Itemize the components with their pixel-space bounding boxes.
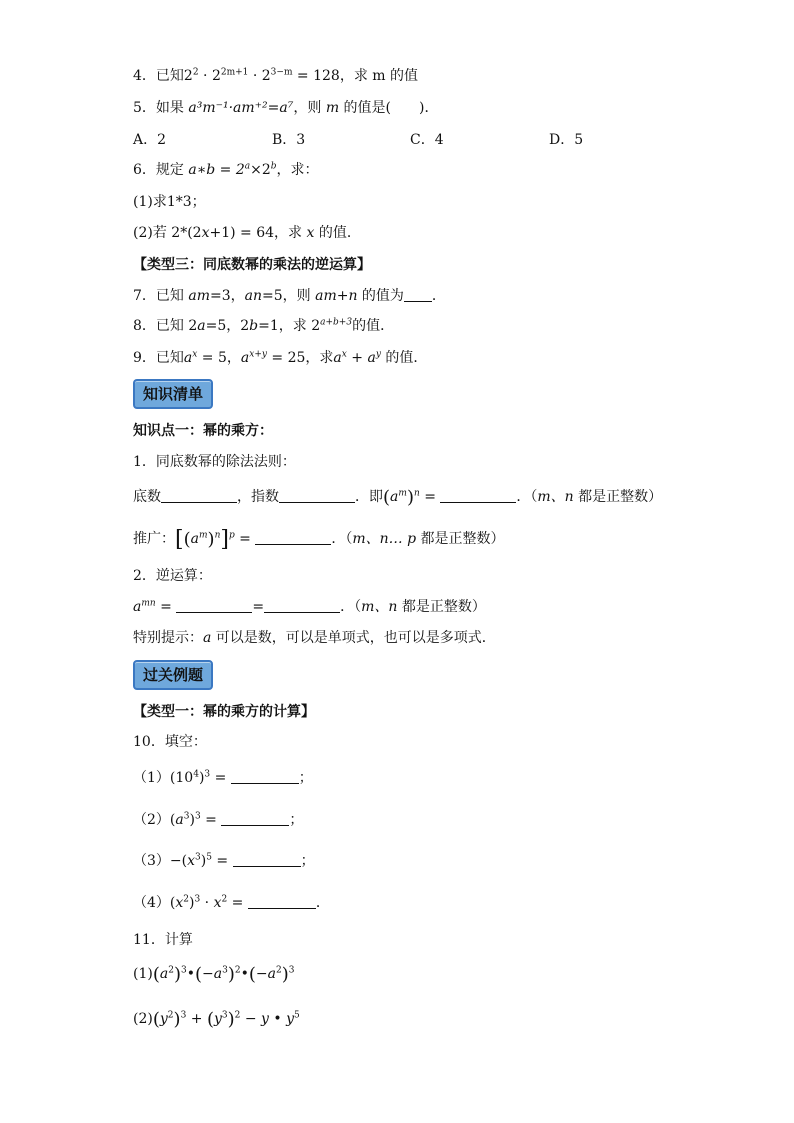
q10-2-end: ；	[289, 812, 304, 828]
q11-item-2	[133, 1009, 300, 1030]
q11-1-exp2: 3	[222, 965, 228, 976]
rule2-note-close: 都是正整数）	[397, 599, 486, 615]
rule-2-title: 2．逆运算：	[133, 568, 212, 584]
q10-item-2	[133, 810, 303, 830]
gen-vars: m、n… p	[352, 531, 417, 547]
gen-exp-n: n	[214, 530, 221, 541]
gen-result-blank[interactable]	[255, 530, 331, 545]
q5-expression: a³m⁻¹·am⁺²=a⁷	[188, 100, 294, 116]
question-6-1: (1)求1*3；	[133, 194, 206, 210]
q6-prefix: 6．规定	[133, 162, 189, 178]
question-9	[133, 348, 427, 368]
gen-note-open: ．（	[331, 531, 353, 547]
rule1-note-open: ．（	[516, 489, 538, 505]
q10-3-label: （3）	[133, 853, 170, 869]
rule-1-generalization	[133, 529, 505, 550]
q10-1-exp-inner: 4	[193, 769, 199, 780]
q10-4-eq: =	[227, 895, 248, 911]
tip-label: 特别提示：	[133, 630, 203, 646]
q10-1-close: )	[198, 770, 205, 786]
question-5	[133, 98, 438, 118]
q8-suffix: 的值．	[352, 318, 395, 334]
q10-4-exp-outer: 3	[194, 894, 201, 905]
q11-2-label: (2)	[133, 1011, 153, 1027]
q7-end: ．	[431, 288, 446, 304]
q11-1-outer1: 3	[181, 965, 187, 976]
q10-item-4	[133, 893, 330, 913]
q10-4-exp-inner: 2	[183, 894, 190, 905]
q10-1-exp-outer: 3	[204, 769, 211, 780]
gen-exp-p: p	[228, 530, 235, 541]
rule-1-title: 1．同底数幂的除法法则：	[133, 454, 296, 470]
q10-3-eq: =	[211, 853, 233, 869]
q11-2-base2: y	[213, 1011, 222, 1027]
q11-1-base2: a	[213, 966, 223, 982]
rule1-eq: =	[419, 489, 441, 505]
rule2-eq: =	[155, 599, 177, 615]
q10-1-end: ；	[298, 770, 313, 786]
q7-an: an	[244, 288, 262, 304]
q11-1-p1-close: )	[173, 964, 181, 985]
q10-4-open: (	[169, 895, 176, 911]
q8-prefix: 8．已知 2	[133, 318, 198, 334]
q11-1-p3-open: (	[248, 964, 256, 985]
q4-base3: 2	[261, 68, 271, 84]
question-11-title: 11．计算	[133, 932, 193, 948]
q11-2-p1-open: (	[152, 1009, 160, 1030]
q11-2-plus: +	[186, 1011, 207, 1027]
q7-eq2: =5，则	[262, 288, 316, 304]
q10-4-exp3: 2	[221, 894, 228, 905]
tip-var: a	[203, 630, 212, 646]
q6-2-x1: x	[201, 225, 210, 241]
q11-1-label: (1)	[133, 966, 153, 982]
q4-base1: 2	[183, 68, 193, 84]
rule1-paren-open: (	[383, 487, 391, 508]
q9-term2-exp: y	[375, 349, 381, 360]
question-10-title: 10．填空：	[133, 734, 207, 750]
rule-2-line	[133, 597, 486, 617]
gen-label: 推广：	[133, 531, 175, 547]
q10-4-base2: x	[213, 895, 222, 911]
q10-3-blank[interactable]	[233, 852, 301, 867]
q11-1-p2-close: )	[227, 964, 235, 985]
q11-1-p3-close: )	[281, 964, 289, 985]
q8-eq2: =1，求 2	[258, 318, 321, 334]
q4-prefix: 4．已知	[133, 68, 184, 84]
rule1-base-label: 底数	[133, 489, 161, 505]
q11-1-exp3: 2	[276, 965, 282, 976]
q11-1-neg2: −	[255, 966, 268, 982]
q10-2-eq: =	[200, 812, 222, 828]
question-6-2	[133, 223, 361, 243]
q10-3-close: )	[200, 853, 207, 869]
q6-2-prefix: (2)若 2*(2	[133, 225, 202, 241]
q11-2-dot: •	[268, 1011, 287, 1027]
q11-1-base3: a	[267, 966, 277, 982]
q4-exp1: 2	[192, 67, 199, 78]
q10-3-end: ；	[300, 853, 315, 869]
rule-1-line	[133, 487, 662, 508]
type3-heading: 【类型三：同底数幂的乘法的逆运算】	[133, 257, 371, 273]
q7-amn: am+n	[315, 288, 358, 304]
q11-2-outer2: 2	[234, 1010, 241, 1021]
q9-term1-exp: x	[341, 349, 347, 360]
gen-exp-m: m	[198, 530, 208, 541]
q4-dot1: ·	[198, 68, 212, 84]
q9-base1: a	[183, 350, 193, 366]
q10-4-base: x	[175, 895, 184, 911]
q6-exp-b: b	[270, 161, 277, 172]
q6-2-x2: x	[306, 225, 315, 241]
rule1-exp-n: n	[413, 488, 420, 499]
q10-2-blank[interactable]	[221, 811, 289, 826]
q11-1-p1-open: (	[152, 964, 160, 985]
q4-dot2: ·	[248, 68, 262, 84]
tip-text: 可以是数，可以是单项式，也可以是多项式．	[211, 630, 496, 646]
q6-2-mid: +1) = 64，求	[209, 225, 307, 241]
q10-2-label: （2）	[133, 812, 170, 828]
q11-1-mul2: •	[240, 966, 249, 982]
rule1-note-close: 都是正整数）	[573, 489, 663, 505]
q10-1-blank[interactable]	[231, 769, 299, 784]
q9-exp2: x+y	[249, 349, 267, 360]
q10-2-open: (	[169, 812, 176, 828]
q10-1-eq: =	[210, 770, 231, 786]
rule1-vars: m、n	[537, 489, 574, 505]
q6-exp-a: a	[244, 161, 251, 172]
question-8	[133, 316, 394, 336]
q9-term2: a	[367, 350, 376, 366]
q10-3-exp-inner: 3	[195, 852, 201, 863]
q11-1-base1: a	[159, 966, 169, 982]
q7-suffix: 的值为	[357, 288, 404, 304]
q8-exp: a+b+3	[320, 317, 353, 328]
knowledge-list-badge: 知识清单	[133, 379, 213, 409]
examples-badge: 过关例题	[133, 660, 213, 690]
gen-eq: =	[234, 531, 256, 547]
q10-1-label: （1）	[133, 770, 170, 786]
q11-item-1	[133, 964, 295, 985]
rule2-vars: m、n	[361, 599, 398, 615]
q10-1-expr: (10	[169, 770, 194, 786]
q4-tail: = 128，求 m 的值	[292, 68, 419, 84]
q10-item-1	[133, 768, 313, 788]
q10-3-open: −(	[169, 853, 188, 869]
knowledge-point-1-title: 知识点一：幂的乘方：	[133, 423, 273, 439]
rule1-base-blank[interactable]	[161, 488, 237, 503]
gen-paren-close: )	[207, 529, 215, 550]
rule2-blank-1[interactable]	[176, 598, 252, 613]
q5-text-b: ，则	[293, 100, 326, 116]
q7-answer-blank[interactable]	[404, 287, 432, 302]
q11-2-exp2: 3	[221, 1010, 228, 1021]
q5-text-a: 5．如果	[133, 100, 189, 116]
rule1-paren-close: )	[406, 487, 414, 508]
q11-2-minus: −	[240, 1011, 262, 1027]
q10-3-base: x	[187, 853, 196, 869]
rule2-blank-2[interactable]	[264, 598, 340, 613]
q9-term1: a	[333, 350, 342, 366]
q6-times: ×2	[250, 162, 271, 178]
q5-option-b: B．3	[272, 132, 306, 148]
q11-2-exp1: 2	[167, 1010, 174, 1021]
question-7	[133, 286, 446, 306]
gen-bracket-open: [	[175, 527, 184, 552]
gen-base: a	[190, 531, 199, 547]
q10-item-3	[133, 851, 315, 871]
q11-2-base3: y	[261, 1011, 269, 1027]
q7-am: am	[188, 288, 210, 304]
q10-2-exp-outer: 3	[194, 811, 201, 822]
q10-2-close: )	[189, 812, 195, 828]
q9-plus: +	[346, 350, 368, 366]
q10-4-blank[interactable]	[248, 894, 316, 909]
question-6	[133, 160, 319, 180]
q10-3-exp-outer: 5	[206, 852, 212, 863]
q11-2-p2-open: (	[206, 1009, 214, 1030]
q9-eq2: = 25，求	[266, 350, 334, 366]
q10-4-label: （4）	[133, 895, 170, 911]
q6-expr: a∗b = 2	[188, 162, 245, 178]
q11-1-exp1: 2	[168, 965, 174, 976]
q5-text-c: 的值是( )．	[339, 100, 439, 116]
gen-note-close: 都是正整数）	[416, 531, 505, 547]
rule2-exp: mn	[141, 598, 156, 609]
gen-bracket-close: ]	[220, 527, 229, 552]
special-tip	[133, 628, 496, 648]
q9-eq1: = 5，	[197, 350, 241, 366]
rule2-base: a	[133, 599, 142, 615]
q10-2-base: a	[175, 812, 184, 828]
q11-2-exp4: 5	[294, 1010, 300, 1021]
q11-1-neg1: −	[202, 966, 214, 982]
q5-option-c: C．4	[410, 132, 444, 148]
q7-prefix: 7．已知	[133, 288, 189, 304]
q8-b: b	[249, 318, 259, 334]
rule2-mid-eq: =	[252, 599, 265, 615]
q9-prefix: 9．已知	[133, 350, 184, 366]
q6-2-suffix: 的值．	[314, 225, 361, 241]
q4-exp3: 3−m	[270, 67, 293, 78]
q11-2-base4: y	[286, 1011, 295, 1027]
type1-heading: 【类型一：幂的乘方的计算】	[133, 704, 315, 720]
q11-1-outer3: 3	[288, 965, 295, 976]
q5-option-a: A．2	[133, 132, 167, 148]
gen-paren-open: (	[183, 529, 191, 550]
q11-2-p1-close: )	[173, 1009, 181, 1030]
q10-4-close: )	[189, 895, 195, 911]
q10-2-exp-inner: 3	[183, 811, 190, 822]
question-4	[133, 66, 418, 86]
rule1-exp-blank[interactable]	[279, 488, 355, 503]
q11-2-base1: y	[159, 1011, 168, 1027]
q9-base2: a	[240, 350, 250, 366]
q8-eq1: =5，2	[205, 318, 250, 334]
rule1-base: a	[390, 489, 399, 505]
rule1-exp-m: m	[398, 488, 407, 499]
q10-4-end: ．	[315, 895, 330, 911]
q11-1-p2-open: (	[195, 964, 203, 985]
q5-option-d: D．5	[549, 132, 584, 148]
rule1-ie: ．即	[355, 489, 383, 505]
q11-1-outer2: 2	[234, 965, 241, 976]
q4-exp2: 2m+1	[220, 67, 249, 78]
q11-1-mul1: •	[186, 966, 195, 982]
q9-exp1: x	[192, 349, 198, 360]
q4-base2: 2	[211, 68, 221, 84]
q9-suffix: 的值．	[380, 350, 428, 366]
q10-4-dot: ·	[200, 895, 214, 911]
q5-var: m	[325, 100, 340, 116]
rule1-exp-label: ，指数	[237, 489, 279, 505]
q7-eq1: =3，	[209, 288, 245, 304]
rule1-result-blank[interactable]	[440, 488, 516, 503]
q8-a: a	[197, 318, 206, 334]
q11-2-p2-close: )	[227, 1009, 235, 1030]
rule2-note-open: ．（	[340, 599, 362, 615]
q6-suffix: ，求：	[276, 162, 319, 178]
q11-2-outer1: 3	[180, 1010, 187, 1021]
